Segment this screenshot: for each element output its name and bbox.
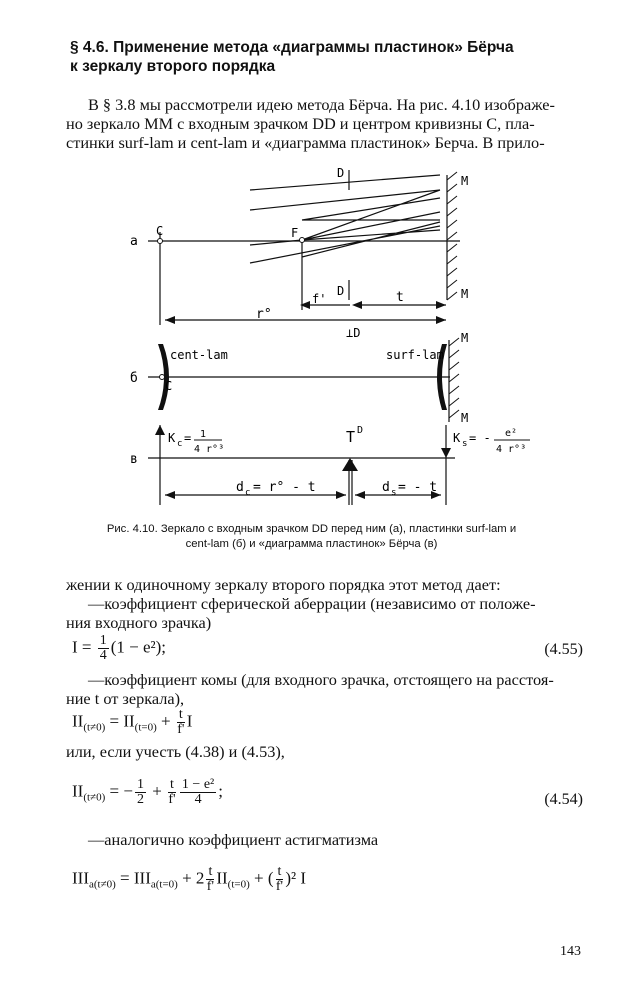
ks-symbol: K — [453, 431, 461, 445]
eq1-lhs: I = — [72, 637, 92, 657]
eq4-plus: + 2 — [177, 868, 205, 888]
eq3-num-1: 1 — [136, 777, 144, 792]
eq3-plus: + — [147, 781, 167, 801]
label-M-2: M — [461, 287, 469, 301]
label-r0: r° — [256, 307, 272, 322]
caption-line-2: cent-lam (б) и «диаграмма пластинок» Бёрча (в) — [185, 538, 438, 550]
intro-paragraph — [66, 95, 582, 152]
eq2-sub1: (t≠0) — [83, 721, 106, 734]
body-line-7: —аналогично коэффициент астигматизма — [88, 830, 379, 849]
eq3-den-1: 2 — [136, 792, 144, 807]
equation-number-4-55: (4.55) — [544, 641, 583, 658]
intro-line-2: но зеркало MM с входным зрачком DD и центром кривизны C, пла- — [66, 114, 535, 133]
label-C-mid: C — [165, 379, 173, 393]
label-M-1: M — [461, 174, 469, 188]
eq4-ii: II — [216, 868, 228, 888]
body-line-4: —коэффициент комы (для входного зрачка, отстоящего на расстоя- — [88, 670, 554, 689]
eq4-den-2: f' — [275, 879, 284, 894]
ks-subscript: s — [462, 439, 468, 449]
body-line-1: жении к одиночному зеркалу второго порядка этот метод дает: — [66, 575, 501, 594]
eq3-den-2: f' — [168, 792, 176, 807]
eq3-den-3: 4 — [194, 792, 202, 807]
label-perp-D: ⊥D — [346, 326, 361, 340]
figure-4-10 — [0, 160, 623, 516]
eq3-sub: (t≠0) — [83, 791, 106, 804]
ds-value: = - t — [398, 480, 438, 495]
equation-coma — [72, 708, 192, 737]
heading-line-1: § 4.6. Применение метода «диаграммы пластинок» Бёрча — [70, 39, 514, 56]
body-paragraph-2 — [66, 670, 582, 708]
label-M-4: M — [461, 411, 469, 425]
eq2-sub2: (t=0) — [134, 721, 157, 734]
label-surf-lam: surf-lam — [386, 348, 444, 362]
kc-denominator: 4 r°³ — [194, 444, 225, 455]
eq4-fraction-1 — [206, 865, 214, 894]
eq3-mid: = − — [105, 781, 133, 801]
heading-line-2: к зеркалу второго порядка — [70, 58, 276, 75]
eq1-numerator: 1 — [99, 633, 107, 648]
eq1-fraction — [98, 634, 109, 663]
body-paragraph-1 — [66, 575, 582, 632]
label-f-prime: f' — [312, 292, 327, 306]
ks-denominator: 4 r°³ — [496, 444, 527, 455]
eq3-num-2: t — [170, 777, 174, 792]
body-line-2: —коэффициент сферической аберрации (независимо от положе- — [88, 594, 536, 613]
label-F: F — [291, 226, 299, 240]
dc-value: = r° - t — [253, 480, 316, 495]
eq3-lhs: II — [72, 781, 84, 801]
eq4-close: )² — [285, 868, 297, 888]
section-heading — [70, 38, 590, 76]
eq4-end: I — [296, 868, 307, 888]
equation-number-4-54: (4.54) — [544, 791, 583, 808]
intro-line-1: В § 3.8 мы рассмотрели идею метода Бёрча. На рис. 4.10 изображе- — [88, 95, 555, 114]
kc-numerator: 1 — [200, 429, 207, 440]
eq2-mid: = II — [105, 711, 135, 731]
eq4-num-2: t — [277, 864, 282, 879]
eq2-lhs: II — [72, 711, 84, 731]
equation-4-55 — [72, 634, 166, 663]
eq4-den-1: f' — [206, 879, 214, 894]
eq2-fraction — [177, 708, 185, 737]
eq1-rest: (1 − e²); — [110, 637, 167, 657]
dc-symbol: d — [236, 480, 244, 495]
ks-numerator: e² — [505, 428, 518, 439]
label-cent-lam: cent-lam — [170, 348, 228, 362]
eq4-plus2: + ( — [249, 868, 274, 888]
eq4-sub2: a(t=0) — [150, 878, 178, 891]
label-D-mid: D — [337, 284, 345, 298]
eq2-numerator: t — [178, 707, 183, 722]
label-v: в — [130, 452, 138, 467]
equation-astigmatism — [72, 865, 306, 894]
intro-line-3: стинки surf-lam и cent-lam и «диаграмма пластинок» Берча. В прило- — [66, 133, 545, 152]
label-t: t — [396, 290, 404, 305]
dc-subscript: c — [245, 488, 251, 498]
eq3-num-3: 1 − e² — [181, 777, 215, 792]
ds-symbol: d — [382, 480, 390, 495]
eq3-fraction-1 — [135, 778, 146, 807]
label-M-3: M — [461, 331, 469, 345]
eq2-end: I — [186, 711, 193, 731]
label-D-top: D — [337, 166, 345, 180]
label-a: a — [130, 234, 138, 249]
eq1-denominator: 4 — [99, 648, 107, 663]
body-line-3: ния входного зрачка) — [66, 613, 212, 632]
eq3-fraction-2 — [168, 778, 176, 807]
eq4-lhs: III — [72, 868, 89, 888]
body-line-6: или, если учесть (4.38) и (4.53), — [66, 742, 285, 761]
kc-equals: = — [184, 431, 192, 445]
kc-subscript: c — [177, 439, 183, 449]
kc-symbol: K — [168, 431, 176, 445]
label-T-sup-D: D — [357, 425, 364, 436]
body-paragraph-3 — [66, 742, 582, 761]
ks-equals: = - — [469, 431, 491, 445]
eq3-fraction-3 — [180, 778, 216, 807]
body-paragraph-4 — [66, 830, 582, 849]
ds-subscript: s — [391, 488, 397, 498]
label-b: б — [130, 371, 138, 386]
body-line-5: ние t от зеркала), — [66, 689, 185, 708]
equation-4-54 — [72, 778, 223, 807]
figure-caption — [30, 522, 593, 552]
eq4-num-1: t — [208, 864, 213, 879]
eq4-fraction-2 — [276, 865, 284, 894]
eq4-mid: = III — [115, 868, 151, 888]
eq4-sub1: a(t≠0) — [88, 878, 116, 891]
eq2-plus: + — [156, 711, 175, 731]
eq3-end: ; — [218, 781, 223, 801]
label-C-top: C — [156, 224, 164, 238]
caption-line-1: Рис. 4.10. Зеркало с входным зрачком DD перед ним (а), пластинки surf-lam и — [106, 523, 517, 535]
label-T: T — [346, 428, 356, 446]
page-number: 143 — [560, 944, 581, 959]
eq4-sub3: (t=0) — [227, 878, 250, 891]
eq2-denominator: f' — [177, 722, 185, 737]
